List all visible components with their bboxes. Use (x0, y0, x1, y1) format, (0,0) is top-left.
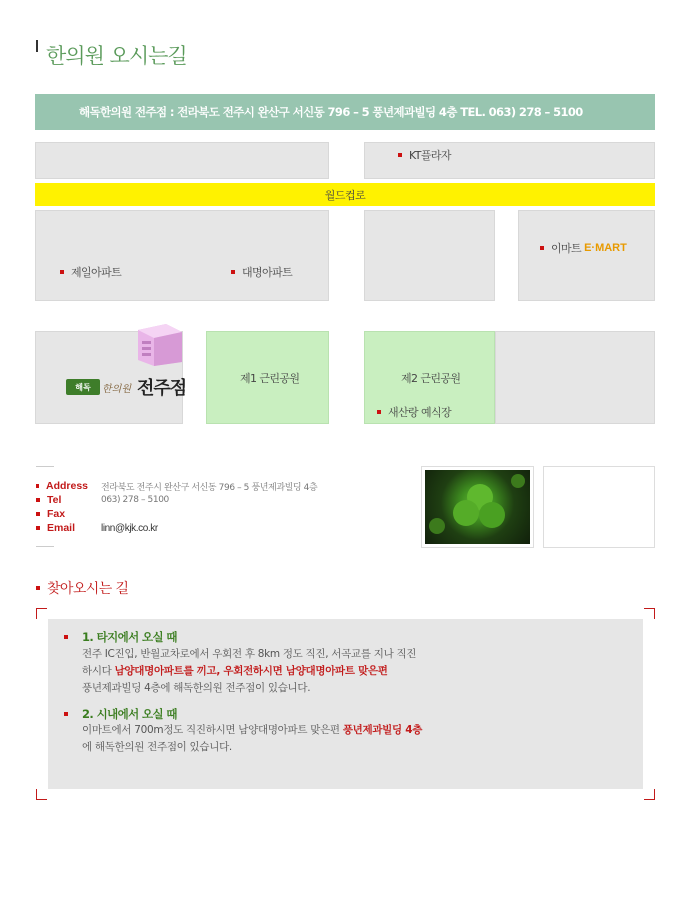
label-emart: 이마트 E·MART (540, 240, 627, 256)
map-block-right (495, 331, 655, 424)
frame-corner (36, 608, 47, 619)
info-address: Address 전라북도 전주시 완산구 서신동 796 – 5 풍년제과빌딩 4층 (36, 479, 317, 493)
bullet-icon (36, 498, 40, 502)
clinic-logo (66, 374, 186, 400)
logo-branch: 전주점 (136, 378, 187, 399)
divider (36, 466, 54, 467)
bullet-icon (64, 712, 68, 716)
map-block-top-left (35, 142, 329, 179)
label-kt-plaza: KT플라자 (398, 147, 451, 163)
marker-icon (377, 410, 381, 414)
label-apt2: 대명아파트 (231, 264, 292, 280)
info-tel: Tel 063) 278 – 5100 (36, 493, 317, 507)
taxi-text: 전주 IC진입, 반월교차로에서 우회전 후 8km 정도 직진, 서곡교를 지나 직진 하시다 남양대명아파트를 끼고, 우회전하시면 남양대명아파트 맞은편 풍년제과빌딩 4층에 해독한의원 전주점이 있습니다. (82, 648, 417, 694)
city-text: 이마트에서 700m정도 직진하시면 남양대명아파트 맞은편 풍년제과빌딩 4층 에 해독한의원 전주점이 있습니다. (82, 724, 423, 753)
road-worldcup: 월드컵로 (35, 183, 655, 206)
marker-icon (60, 270, 64, 274)
label-park1: 제1 근린공원 (240, 372, 300, 385)
page-title: 한의원 오시는길 (46, 44, 187, 68)
map-block-apartments (35, 210, 329, 301)
building-icon (136, 322, 186, 368)
marker-icon (398, 153, 402, 157)
contact-info (36, 479, 317, 535)
clover-image (425, 470, 530, 544)
emart-logo: E·MART (584, 242, 627, 254)
city-heading: 2. 시내에서 오실 때 (64, 706, 177, 722)
title-marker (36, 40, 38, 52)
address-banner: 해독한의원 전주점 : 전라북도 전주시 완산구 서신동 796 – 5 풍년제과빌딩 4층 TEL. 063) 278 – 5100 (35, 94, 655, 130)
info-email: Email linn@kjk.co.kr (36, 521, 317, 535)
clover-photo (421, 466, 534, 548)
label-apt1: 제일아파트 (60, 264, 121, 280)
logo-text: 한의원 (102, 383, 131, 395)
frame-corner (644, 608, 655, 619)
bullet-icon (36, 586, 40, 590)
bullet-icon (64, 635, 68, 639)
taxi-heading: 1. 타지에서 오실 때 (64, 629, 177, 645)
marker-icon (231, 270, 235, 274)
logo-mark: 해독 (66, 379, 100, 395)
bullet-icon (36, 512, 40, 516)
frame-corner (36, 789, 47, 800)
info-fax: Fax (36, 507, 317, 521)
frame-corner (644, 789, 655, 800)
empty-image-box (543, 466, 655, 548)
bullet-icon (36, 484, 39, 488)
marker-icon (540, 246, 544, 250)
map-block-middle (364, 210, 495, 301)
divider (36, 546, 54, 547)
bullet-icon (36, 526, 40, 530)
label-park2: 제2 근린공원 (401, 372, 461, 385)
directions-title: 찾아오시는 길 (36, 578, 128, 598)
label-wedding: 새산랑 예식장 (377, 404, 451, 420)
